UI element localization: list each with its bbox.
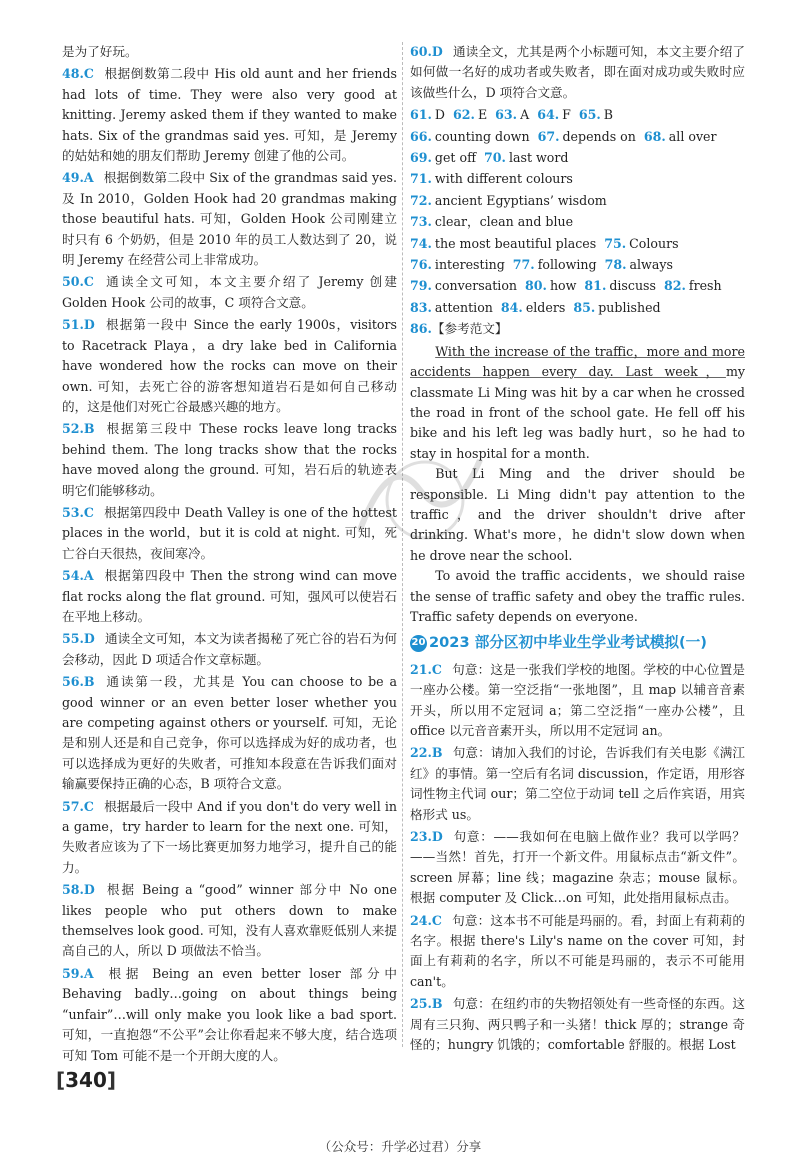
answer-text: counting down — [434, 128, 530, 144]
answer-text: Colours — [629, 235, 679, 251]
answer-entry — [410, 994, 745, 1055]
answer-entry — [62, 42, 397, 62]
answer-pair — [410, 150, 476, 165]
answer-pair — [410, 278, 517, 293]
answer-pair — [525, 278, 576, 293]
question-number: 63. — [495, 107, 518, 123]
answer-pair — [484, 150, 568, 165]
question-number: 48. — [62, 66, 84, 82]
explanation-text: 句意：请加入我们的讨论，告诉我们有关电影《满江红》的事情。第一空后有名词 discussion，作定语，用形容词性物主代词 our；第二空位于动词 tell 之后作宾语，用宾格形式 us。 — [410, 745, 745, 822]
essay-paragraph-3: To avoid the traffic accidents，we should raise the sense of traffic safety and obey the traffic rules. Traffic safety depends on everyone. — [410, 568, 745, 624]
question-number: 76. — [410, 257, 432, 273]
answer-letter: C — [83, 504, 94, 520]
question-number: 52. — [62, 421, 84, 437]
answer-text: F — [562, 107, 571, 123]
answer-pair — [410, 171, 573, 186]
explanation-text: 通读全文可知，本文为读者揭秘了死亡谷的岩石为何会移动，因此 D 项适合作文章标题。 — [62, 631, 397, 667]
answer-letter: C — [431, 912, 442, 928]
question-number: 57. — [62, 798, 84, 814]
answer-row — [410, 212, 745, 232]
answer-row — [410, 105, 745, 125]
answer-text: with different colours — [434, 171, 573, 187]
answer-text: all over — [668, 128, 717, 144]
answer-entry — [62, 272, 397, 313]
explanation-text: 根据最后一段中 And if you don't do very well in a game，try harder to learn for the next one. 可知，失败者应该为了下一场比赛更加努力地学习，提升自己的能力。 — [62, 798, 397, 875]
answer-entry — [410, 42, 745, 103]
answer-entry — [410, 743, 745, 825]
explanation-text: 根据倒数第二段中 His old aunt and her friends had lots of time. They were also very good at knitting. Jeremy asked them if they wanted to make hats. Six of the grandmas said yes. 可知，是 Jeremy 的姑姑和她的朋友们帮助 Jeremy 创建了他的公司。 — [62, 66, 397, 164]
answer-pair — [410, 193, 607, 208]
answer-entry — [62, 419, 397, 501]
answer-entry — [62, 880, 397, 962]
essay-p1-rest: my classmate Li Ming was hit by a car when he crossed the road in front of the school gate. He fell off his bike and his left leg was badly hurt，so he had to stay in hospital for a month. — [410, 364, 745, 461]
question-number: 24. — [410, 912, 432, 928]
question-number: 49. — [62, 170, 84, 186]
short-answer-rows — [410, 105, 745, 318]
essay-block — [410, 319, 745, 627]
answer-row — [410, 191, 745, 211]
answer-pair — [410, 107, 445, 122]
explanation-text: 通读第一段，尤其是 You can choose to be a good winner or an even better loser whether you are competing against others or yourself. 可知，无论是和别人还是和自己竞争，你可以选择成为好的成功者，也可以选择成为更好的失败者，可推知本段意在告诉我们面对输赢要保持正确的心态，B 项符合文意。 — [62, 674, 397, 792]
answer-pair — [453, 107, 487, 122]
answer-row — [410, 169, 745, 189]
answer-text: discuss — [609, 278, 656, 294]
question-number: 81. — [584, 278, 607, 294]
answer-letter: A — [83, 965, 94, 981]
answer-entry — [410, 660, 745, 742]
question-number: 82. — [664, 278, 686, 294]
question-number: 21. — [410, 661, 432, 677]
answer-pair — [644, 129, 717, 144]
explanation-text: 根据 Being a “good” winner 部分中 No one likes people who put others down to make themselves look good. 可知，没有人喜欢靠贬低别人来提高自己的人，所以 D 项做法不恰当。 — [62, 882, 397, 959]
question-number: 80. — [525, 278, 547, 294]
answer-text: interesting — [434, 257, 505, 273]
answer-letter: A — [83, 568, 94, 584]
answer-letter: D — [83, 317, 95, 333]
explanation-text: 根据第三段中 These rocks leave long tracks behind them. The long tracks show that the rocks have moved along the ground. 可知，岩石后的轨迹表明它们能够移动。 — [62, 421, 397, 498]
question-number: 70. — [484, 150, 506, 166]
section-number-badge: 20 — [410, 635, 427, 652]
question-number: 79. — [410, 278, 432, 294]
answer-entry — [62, 629, 397, 670]
answer-pair — [410, 236, 596, 251]
answer-pair — [604, 236, 678, 251]
answer-letter: B — [431, 745, 443, 761]
essay-paragraph-1 — [410, 342, 745, 464]
answer-entry — [62, 315, 397, 417]
answer-text: get off — [434, 150, 477, 166]
explanation-text: 通读全文，尤其是两个小标题可知，本文主要介绍了如何做一名好的成功者或失败者，即在面对成功或失败时应该做些什么，D 项符合文意。 — [410, 44, 745, 100]
essay-paragraph-2: But Li Ming and the driver should be responsible. Li Ming didn't pay attention to the traffic，and the driver shouldn't drive after drinking. What's more，he didn't slow down when he drove near the school. — [410, 466, 745, 563]
answer-letter: B — [431, 996, 443, 1012]
answer-row — [410, 234, 745, 254]
question-number: 55. — [62, 631, 84, 647]
answer-pair — [537, 107, 571, 122]
explanation-text: 句意：这本书不可能是玛丽的。看，封面上有莉莉的名字。根据 there's Lily's name on the cover 可知，封面上有莉莉的名字，所以不可能是玛丽的，表示不可能用 can't。 — [410, 912, 745, 989]
answer-row — [410, 255, 745, 275]
answer-row — [410, 276, 745, 296]
answer-pair — [501, 300, 565, 315]
explanation-text: 是为了好玩。 — [62, 44, 138, 59]
answer-row — [410, 148, 745, 168]
question-number: 64. — [537, 107, 560, 123]
question-number: 71. — [410, 171, 432, 187]
question-number: 69. — [410, 150, 432, 166]
question-number: 67. — [537, 128, 560, 144]
answer-pair — [579, 107, 613, 122]
answer-text: depends on — [562, 128, 636, 144]
answer-pair — [664, 278, 722, 293]
question-number: 66. — [410, 128, 432, 144]
answer-pair — [410, 129, 530, 144]
answer-pair — [410, 214, 573, 229]
question-number: 77. — [512, 257, 535, 273]
answer-entry — [62, 964, 397, 1066]
answer-letter: D — [83, 631, 95, 647]
answer-letter: B — [83, 421, 95, 437]
explanation-text: 句意：——我如何在电脑上做作业？我可以学吗？——当然！首先，打开一个新文件。用鼠标点击“新文件”。screen 屏幕；line 线；magazine 杂志；mouse 鼠标。根据 computer 及 Click…on 可知，此处指用鼠标点击。 — [410, 829, 745, 906]
answer-letter: A — [83, 170, 94, 186]
question-number: 54. — [62, 568, 84, 584]
answer-text: how — [549, 278, 577, 294]
question-number: 56. — [62, 674, 84, 690]
answer-text: B — [603, 107, 614, 123]
question-number: 83. — [410, 299, 432, 315]
question-number: 62. — [453, 107, 475, 123]
answer-entry — [62, 672, 397, 794]
right-column — [410, 42, 745, 1058]
answer-pair — [573, 300, 660, 315]
answer-entry — [410, 911, 745, 993]
explanation-text: 句意：这是一张我们学校的地图。学校的中心位置是一座办公楼。第一空泛指“一张地图”，且 map 以辅音音素开头，所以用不定冠词 a；第二空泛指“一座办公楼”，且 office 以元音音素开头，所以用不定冠词 an。 — [410, 661, 745, 738]
answer-text: attention — [434, 299, 493, 315]
question-number: 78. — [604, 257, 627, 273]
answer-letter: D — [431, 829, 443, 845]
question-number: 53. — [62, 504, 84, 520]
essay-p1-underlined: With the increase of the traffic，more and more accidents happen every day. Last week， — [410, 343, 745, 380]
answer-letter: C — [431, 661, 442, 677]
question-number: 73. — [410, 214, 432, 230]
answer-letter: D — [431, 44, 443, 59]
explanation-text: 根据 Being an even better loser 部分中 Behaving badly…going on about things being “unfair”…will only make you look like a bad sport. 可知，一直抱怨“不公平”会让你看起来不够大度，结合选项可知 Tom 可能不是一个开朗大度的人。 — [62, 965, 397, 1063]
answer-letter: C — [83, 274, 94, 290]
column-divider — [402, 42, 403, 1047]
answer-text: conversation — [434, 278, 518, 294]
answer-pair — [495, 107, 529, 122]
question-number: 75. — [604, 235, 627, 251]
right-top-answers — [410, 42, 745, 103]
answer-text: the most beautiful places — [434, 235, 597, 251]
question-number: 61. — [410, 107, 432, 123]
left-column — [62, 42, 397, 1068]
question-number: 50. — [62, 274, 84, 290]
answer-pair — [410, 300, 493, 315]
answer-text: last word — [508, 150, 569, 166]
answer-text: elders — [525, 299, 566, 315]
answer-pair — [538, 129, 636, 144]
question-number: 74. — [410, 235, 432, 251]
page-number-bracket-left: [ — [56, 1068, 66, 1092]
question-number: 58. — [62, 882, 84, 898]
answer-text: fresh — [688, 278, 722, 294]
answer-row — [410, 298, 745, 318]
question-number: 51. — [62, 317, 84, 333]
answer-pair — [584, 278, 656, 293]
question-number: 25. — [410, 996, 432, 1012]
question-number: 22. — [410, 745, 432, 761]
explanation-text: 根据第四段中 Death Valley is one of the hottest places in the world，but it is cold at night. 可知，死亡谷白天很热，夜间寒冷。 — [62, 504, 397, 561]
answer-pair — [605, 257, 673, 272]
answer-pair — [410, 257, 505, 272]
section-heading — [410, 633, 745, 653]
essay-number: 86. — [410, 321, 432, 337]
explanation-text: 句意：在纽约市的失物招领处有一些奇怪的东西。这周有三只狗、两只鸭子和一头猪！thick 厚的；strange 奇怪的；hungry 饥饿的；comfortable 舒服的。根据 Lost — [410, 996, 745, 1053]
question-number: 60. — [410, 44, 432, 59]
question-number: 72. — [410, 192, 432, 208]
essay-heading — [410, 319, 745, 339]
question-number: 59. — [62, 965, 84, 981]
question-number: 84. — [500, 299, 523, 315]
answer-entry — [62, 64, 397, 166]
question-number: 65. — [578, 107, 601, 123]
right-bottom-answers — [410, 660, 745, 1056]
question-number: 85. — [573, 299, 596, 315]
answer-entry — [62, 797, 397, 879]
answer-text: following — [537, 257, 597, 273]
answer-pair — [513, 257, 597, 272]
question-number: 68. — [643, 128, 666, 144]
answer-text: A — [520, 107, 530, 123]
question-number: 23. — [410, 829, 432, 845]
answer-letter: B — [83, 674, 95, 690]
page-number-value: 340 — [65, 1068, 107, 1092]
answer-text: E — [477, 107, 488, 123]
explanation-text: 根据第四段中 Then the strong wind can move flat rocks along the flat ground. 可知，强风可以使岩石在平地上移动。 — [62, 568, 397, 624]
section-title: 2023 部分区初中毕业生学业考试模拟(一) — [429, 634, 707, 652]
footer-credit: （公众号：升学必过君）分享 — [318, 1139, 482, 1154]
answer-row — [410, 127, 745, 147]
essay-heading-label: 【参考范文】 — [431, 321, 508, 337]
explanation-text: 通读全文可知，本文主要介绍了 Jeremy 创建 Golden Hook 公司的故事，C 项符合文意。 — [62, 274, 397, 310]
answer-text: always — [629, 257, 673, 273]
answer-entry — [410, 827, 745, 909]
page-number-bracket-right: ] — [106, 1068, 117, 1092]
answer-letter: D — [83, 882, 95, 898]
answer-letter: C — [83, 66, 94, 82]
answer-text: published — [598, 299, 661, 315]
page-number — [56, 1068, 116, 1092]
answer-text: clear，clean and blue — [434, 214, 574, 230]
answer-text: ancient Egyptians’ wisdom — [434, 192, 607, 208]
answer-text: D — [434, 107, 446, 123]
answer-entry — [62, 503, 397, 564]
answer-entry — [62, 566, 397, 627]
answer-entry — [62, 168, 397, 270]
explanation-text: 根据第一段中 Since the early 1900s，visitors to Racetrack Playa，a dry lake bed in California have wondered how the rocks can move on their own. 可知，去死亡谷的游客想知道岩石是如何自己移动的，这是他们对死亡谷最感兴趣的地方。 — [62, 317, 397, 414]
answer-letter: C — [83, 798, 94, 814]
explanation-text: 根据倒数第二段中 Six of the grandmas said yes. 及 In 2010，Golden Hook had 20 grandmas making those beautiful hats. 可知，Golden Hook 公司刚建立时只有 6 个奶奶，但是 2010 年的员工人数达到了 20，说明 Jeremy 在经营公司上非常成功。 — [62, 170, 397, 268]
